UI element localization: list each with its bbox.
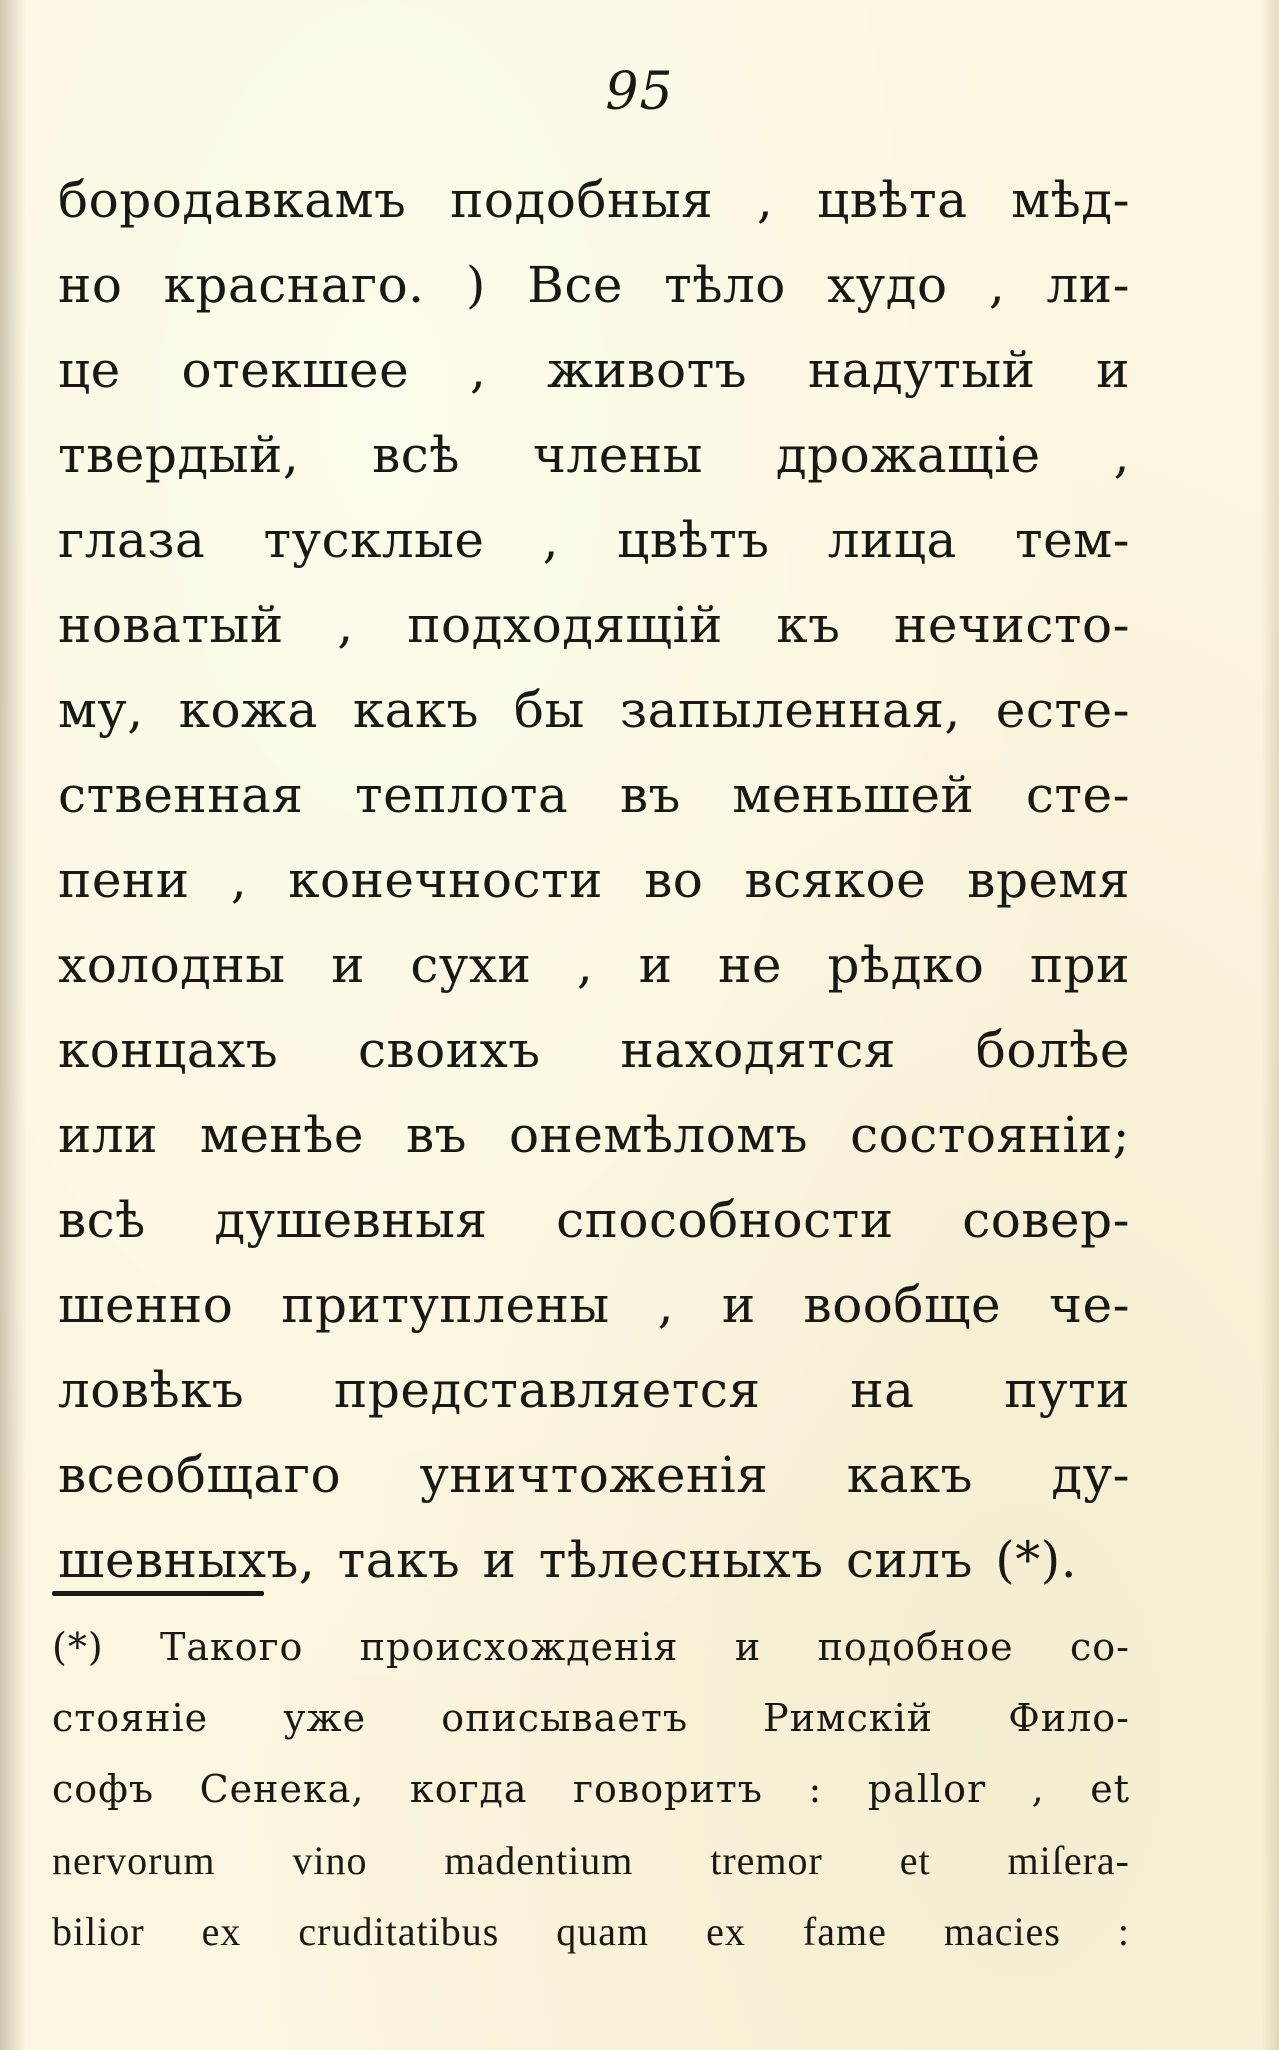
text-line: ловѣкъ представляется на пути	[58, 1361, 1130, 1419]
text-line: всѣ душевныя способности совер-	[58, 1191, 1130, 1249]
text-line: ственная теплота въ меньшей сте-	[58, 766, 1130, 824]
text-line: глаза тусклые , цвѣтъ лица тем-	[58, 511, 1130, 569]
edge-shadow	[1261, 0, 1279, 2050]
text-line: всеобщаго уничтоженія какъ ду-	[58, 1446, 1130, 1504]
main-text	[58, 158, 1130, 1603]
text-line: шевныхъ, такъ и тѣлесныхъ силъ (*).	[58, 1531, 1078, 1589]
text-line: или менѣе въ онемѣломъ состояніи;	[58, 1106, 1130, 1164]
footnote-separator	[52, 1591, 264, 1596]
gutter-shadow	[0, 0, 26, 2050]
text-line: твердый, всѣ члены дрожащіе ,	[58, 426, 1130, 484]
footnote	[52, 1612, 1130, 1967]
footnote-line: nervorum vino madentium tremor et miſera-	[52, 1838, 1130, 1883]
text-line: холодны и сухи , и не рѣдко при	[58, 936, 1130, 994]
text-line: му, кожа какъ бы запыленная, есте-	[58, 681, 1130, 739]
footnote-line: (*) Такого происхожденія и подобное со-	[52, 1625, 1130, 1669]
text-line: но краснаго. ) Все тѣло худо , ли-	[58, 256, 1130, 314]
footnote-line: bilior ex cruditatibus quam ex fame macies :	[52, 1909, 1130, 1954]
page-number: 95	[605, 62, 674, 122]
text-line: це отекшее , животъ надутый и	[58, 341, 1130, 399]
text-line: шенно притуплены , и вообще че-	[58, 1276, 1130, 1334]
footnote-line: софъ Сенека, когда говоритъ : pallor , et	[52, 1767, 1130, 1811]
footnote-line: стояніе уже описываетъ Римскій Фило-	[52, 1696, 1130, 1740]
text-line: бородавкамъ подобныя , цвѣта мѣд-	[58, 171, 1130, 229]
text-line: новатый , подходящій къ нечисто-	[58, 596, 1130, 654]
text-line: пени , конечности во всякое время	[58, 851, 1130, 909]
text-line: концахъ своихъ находятся болѣе	[58, 1021, 1130, 1079]
